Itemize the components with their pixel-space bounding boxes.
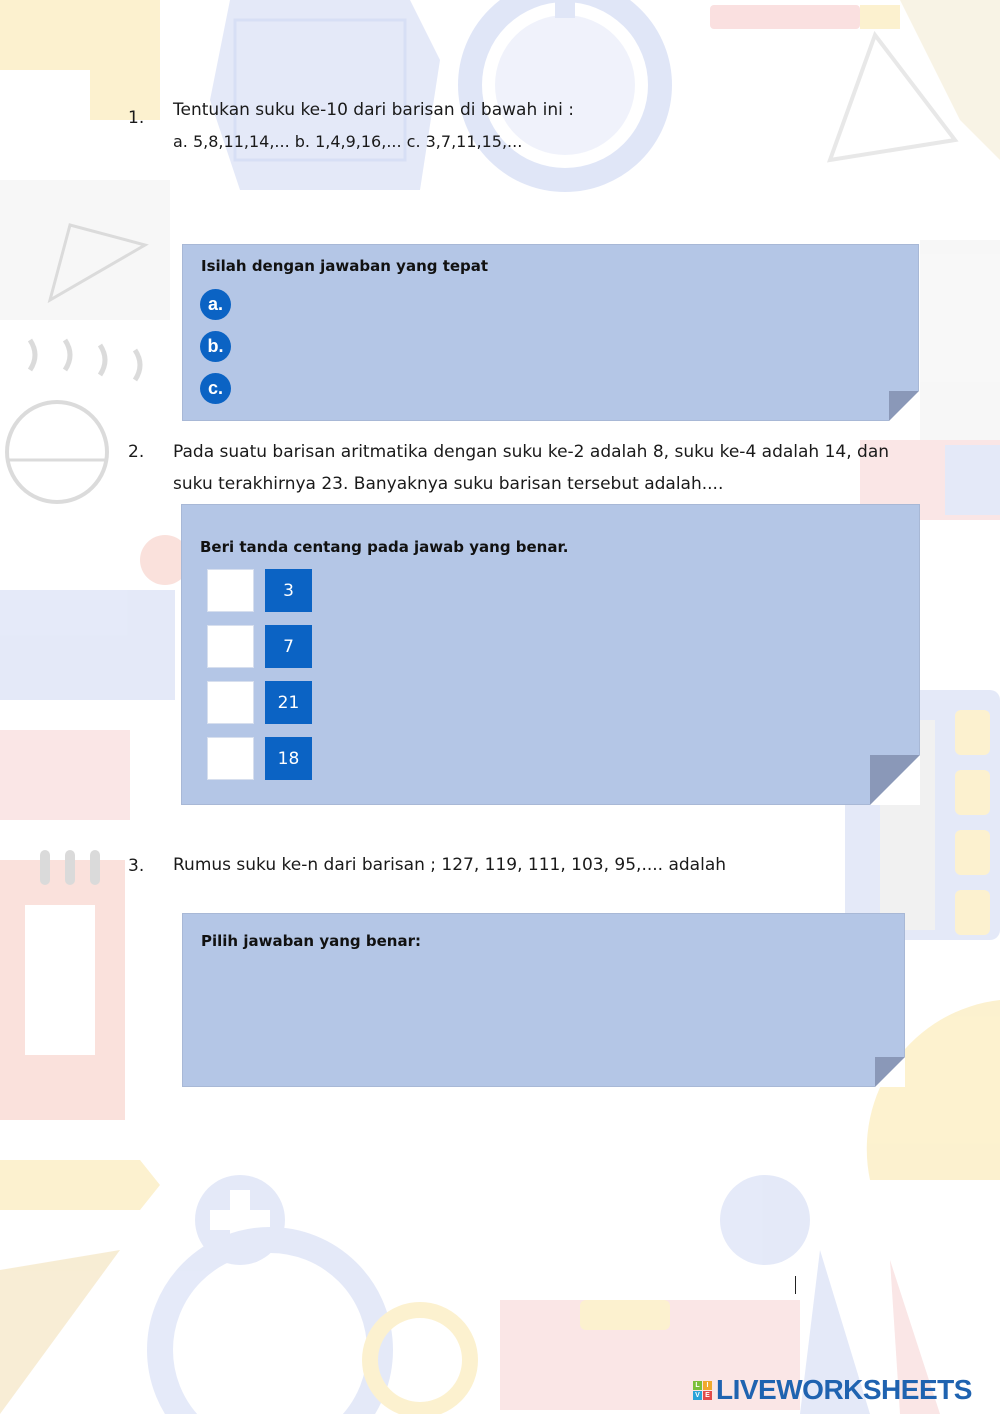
answer-input-c[interactable] xyxy=(241,371,845,407)
option-checkbox-3[interactable] xyxy=(207,681,254,724)
logo-mark-letter: L xyxy=(693,1381,702,1390)
question-1-number: 1. xyxy=(128,108,145,128)
question-2-prompt-line-1: Pada suatu barisan aritmatika dengan suku ke-2 adalah 8, suku ke-4 adalah 14, dan xyxy=(173,442,890,462)
option-checkbox-4[interactable] xyxy=(207,737,254,780)
answer-panel-1 xyxy=(182,244,919,421)
option-value-2: 7 xyxy=(265,625,312,668)
question-2-prompt-line-2: suku terakhirnya 23. Banyaknya suku barisan tersebut adalah.... xyxy=(173,474,724,494)
answer-label-c: c. xyxy=(200,373,231,404)
logo-mark-letter: I xyxy=(703,1381,712,1390)
panel-1-title: Isilah dengan jawaban yang tepat xyxy=(201,257,489,275)
answer-panel-3[interactable] xyxy=(182,913,905,1087)
answer-input-b[interactable] xyxy=(241,329,845,365)
option-value-3: 21 xyxy=(265,681,312,724)
logo-mark-letter: E xyxy=(703,1391,712,1400)
question-1-prompt: Tentukan suku ke-10 dari barisan di bawah ini : xyxy=(173,100,574,120)
option-checkbox-2[interactable] xyxy=(207,625,254,668)
answer-input-a[interactable] xyxy=(241,287,845,323)
option-checkbox-1[interactable] xyxy=(207,569,254,612)
answer-panel-2 xyxy=(181,504,920,805)
option-value-1: 3 xyxy=(265,569,312,612)
answer-label-b: b. xyxy=(200,331,231,362)
question-1-sequences: a. 5,8,11,14,... b. 1,4,9,16,... c. 3,7,11,15,... xyxy=(173,132,523,151)
liveworksheets-logo xyxy=(693,1374,972,1406)
logo-text: LIVEWORKSHEETS xyxy=(716,1374,972,1405)
logo-mark-icon xyxy=(693,1381,712,1400)
answer-label-a: a. xyxy=(200,289,231,320)
logo-mark-letter: V xyxy=(693,1391,702,1400)
question-3-prompt: Rumus suku ke-n dari barisan ; 127, 119, 111, 103, 95,.... adalah xyxy=(173,855,727,875)
page-curl xyxy=(870,755,920,805)
page-curl xyxy=(889,391,919,421)
panel-3-title: Pilih jawaban yang benar: xyxy=(201,932,421,950)
text-cursor xyxy=(795,1276,796,1294)
page-curl xyxy=(875,1057,905,1087)
panel-2-title: Beri tanda centang pada jawab yang benar. xyxy=(200,538,569,556)
option-value-4: 18 xyxy=(265,737,312,780)
question-2-number: 2. xyxy=(128,442,145,462)
question-3-number: 3. xyxy=(128,856,145,876)
